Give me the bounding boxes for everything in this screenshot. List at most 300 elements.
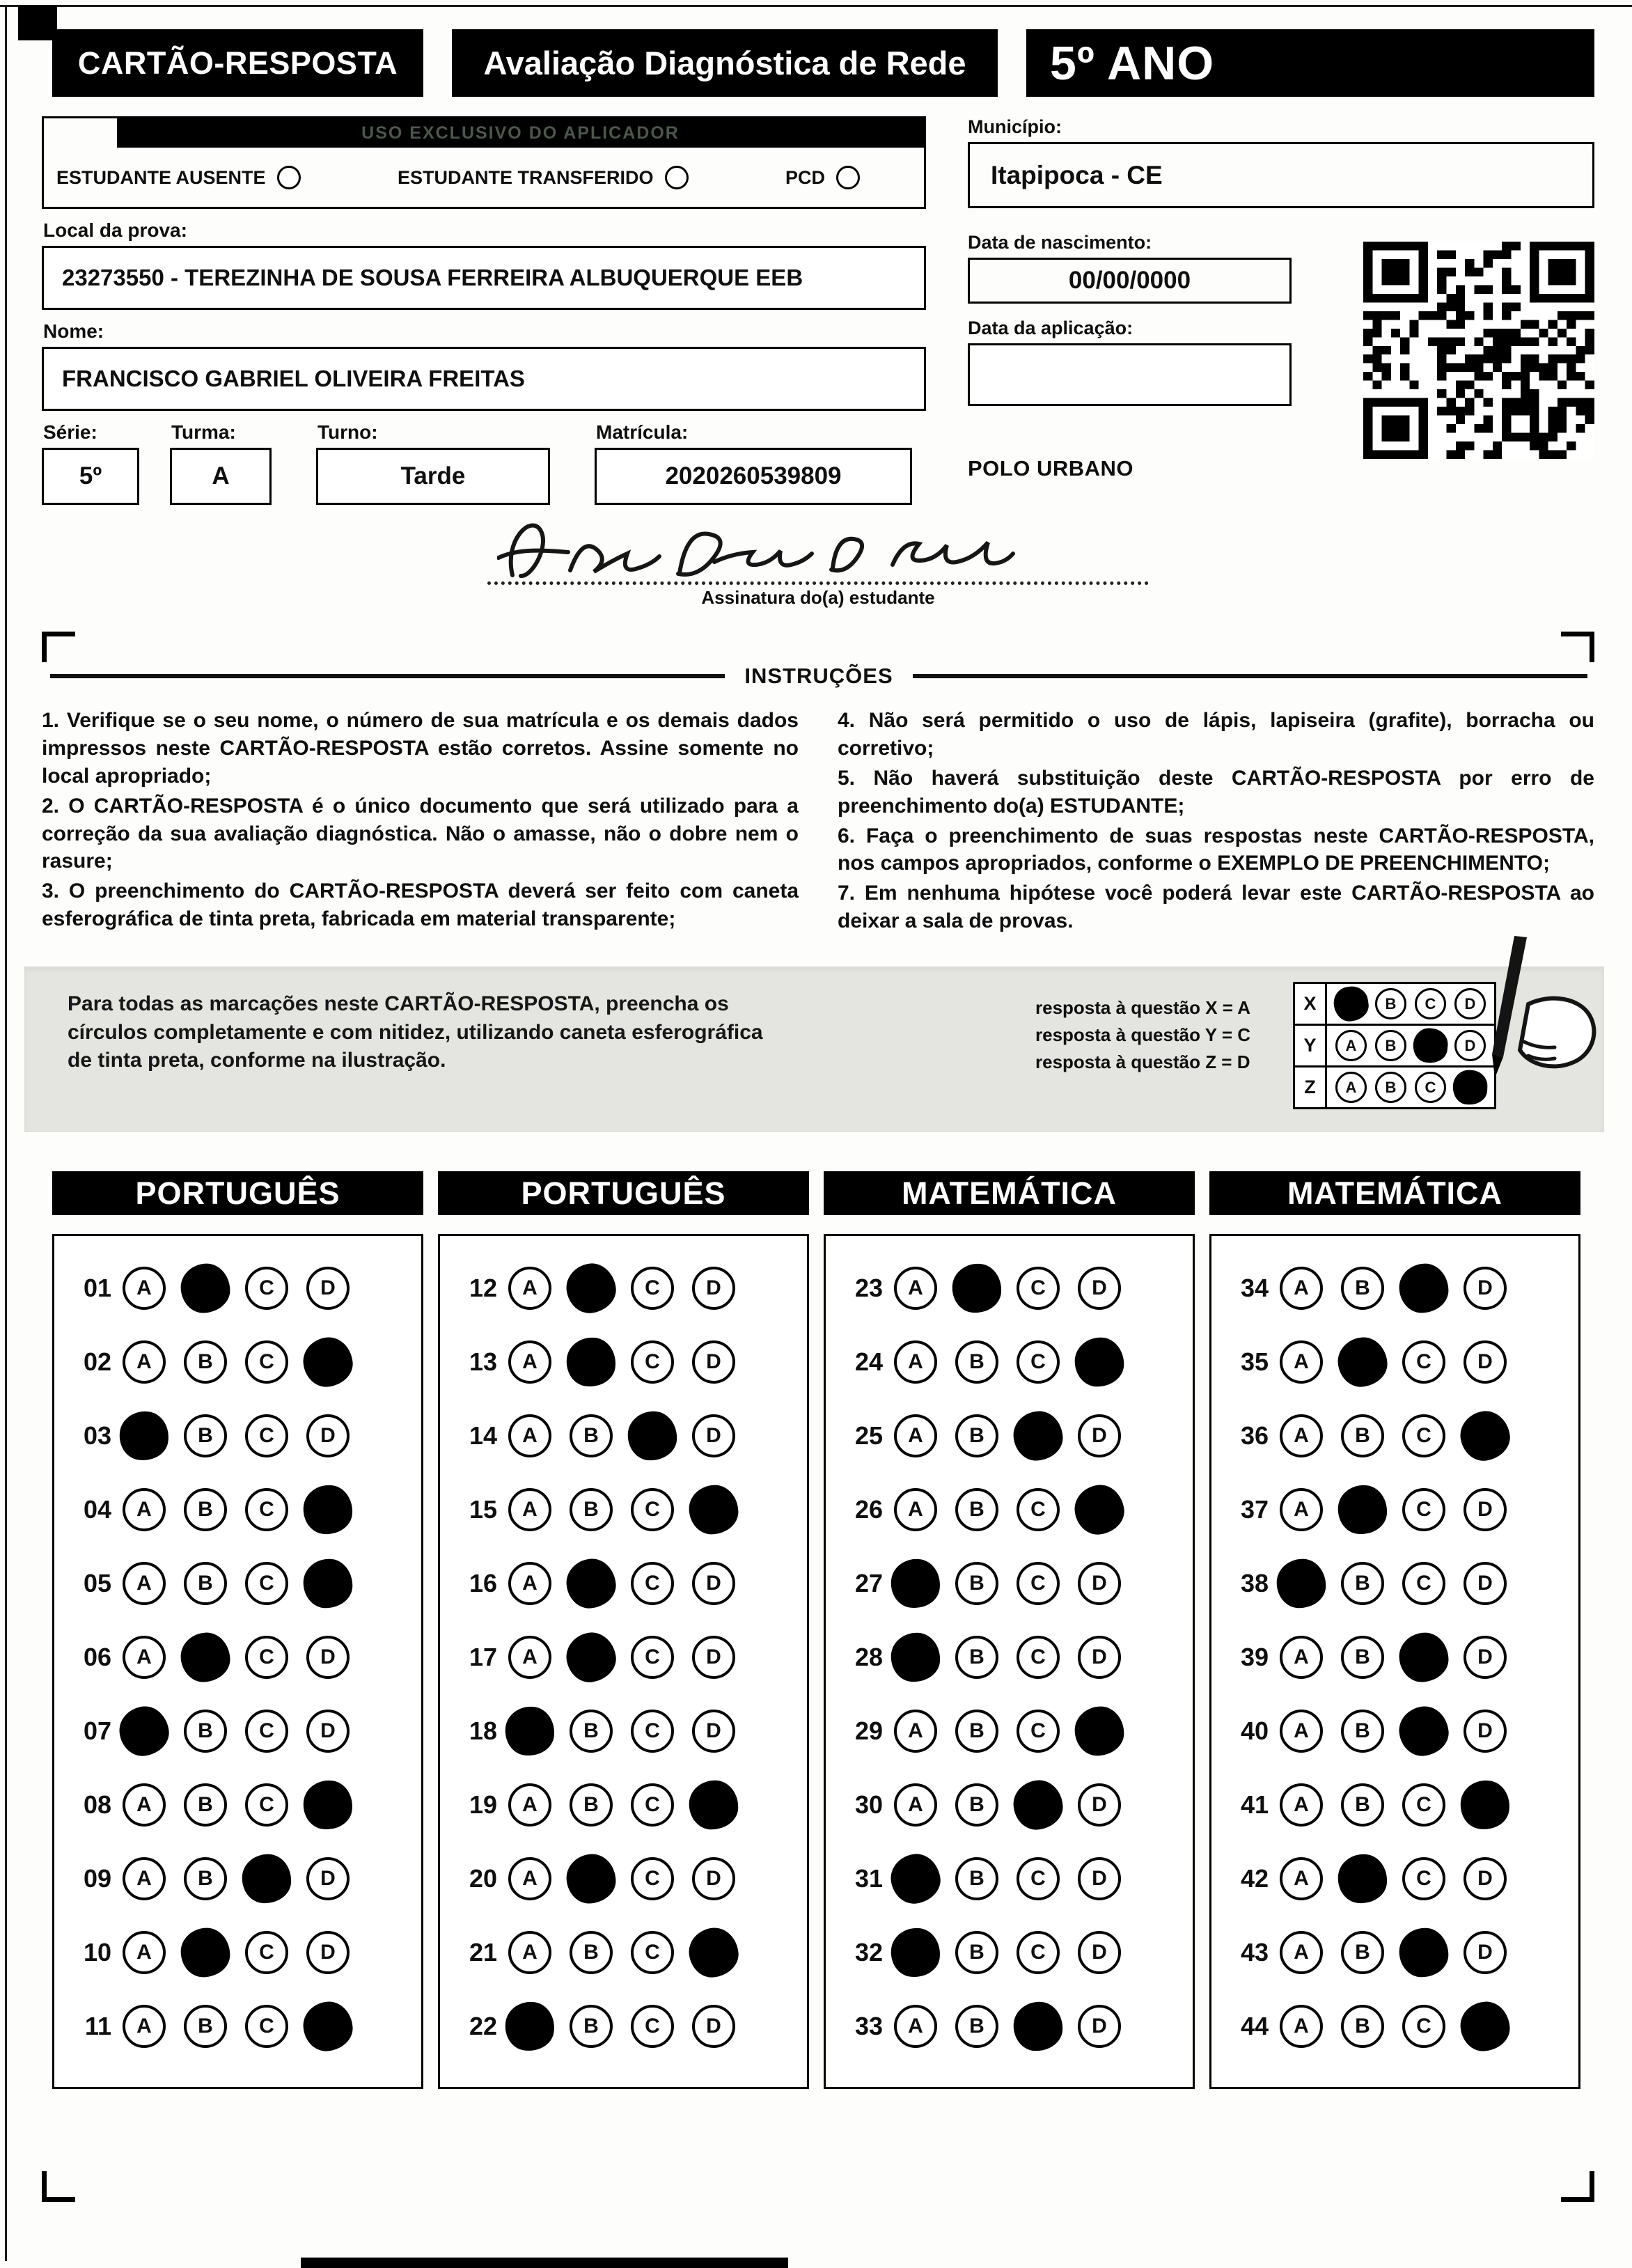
answer-section (824, 1171, 1195, 2089)
answer-bubble: B (1375, 988, 1406, 1019)
filled-bubble (565, 1557, 618, 1611)
answer-bubble: B (1341, 1710, 1384, 1753)
answer-bubble: B (184, 1710, 227, 1753)
question-number: 43 (1240, 1938, 1269, 1967)
answer-bubble: C (631, 1267, 674, 1310)
question-number: 02 (83, 1347, 111, 1377)
answer-bubble: D (692, 1340, 735, 1384)
question-row (837, 1768, 1193, 1842)
answer-bubble: A (123, 1857, 166, 1900)
answer-bubble: C (245, 1783, 288, 1827)
filled-bubble (686, 1925, 741, 1980)
filled-bubble (565, 1854, 616, 1905)
status-circle-icon (665, 166, 689, 189)
answer-bubble: A (894, 1488, 937, 1531)
question-number: 40 (1240, 1716, 1269, 1746)
municipio-label: Município: (968, 116, 1062, 137)
answer-bubble: C (1017, 1710, 1060, 1753)
serie-label: Série: (43, 421, 97, 443)
turma-label: Turma: (171, 421, 236, 443)
question-number: 30 (854, 1790, 883, 1820)
instructions-title: INSTRUÇÕES (744, 664, 893, 688)
question-row (1223, 1694, 1578, 1768)
answer-bubble: B (184, 1783, 227, 1827)
answer-bubble: D (692, 1267, 735, 1310)
turno-field (316, 412, 550, 505)
question-number: 28 (854, 1643, 883, 1672)
answer-bubble: B (955, 1931, 998, 1974)
answer-bubble: A (123, 1783, 166, 1827)
answer-bubble: A (508, 1414, 551, 1457)
aplicacao-label: Data da aplicação: (968, 318, 1133, 338)
question-number: 01 (83, 1274, 111, 1303)
question-row (451, 1620, 807, 1694)
question-row (1223, 1620, 1578, 1694)
filled-bubble (503, 1704, 557, 1758)
section-title: PORTUGUÊS (52, 1171, 423, 1215)
answer-bubble: C (245, 1488, 288, 1531)
answer-bubble: B (1375, 1072, 1406, 1103)
example-row-label: Y (1295, 1026, 1327, 1065)
filled-bubble (1012, 1410, 1064, 1462)
answer-bubble: D (306, 1267, 350, 1310)
answer-bubble: C (1017, 1488, 1060, 1531)
answer-bubble: C (631, 1710, 674, 1753)
nome-label: Nome: (43, 320, 104, 342)
instructions-columns (42, 707, 1594, 937)
answer-bubble: B (955, 2005, 998, 2048)
answer-bubble: B (184, 1857, 227, 1900)
answer-bubble: A (123, 1340, 166, 1384)
answer-section (438, 1171, 809, 2089)
question-row (65, 1694, 421, 1768)
question-row (451, 1989, 807, 2063)
title-rule-right (913, 674, 1587, 678)
answer-bubble: B (1341, 2005, 1384, 2048)
question-row (65, 1842, 421, 1916)
answer-bubble: B (955, 1710, 998, 1753)
question-row (837, 1620, 1193, 1694)
question-row (837, 1325, 1193, 1399)
answer-bubble: C (631, 1488, 674, 1531)
filled-bubble (181, 1928, 230, 1978)
answer-bubble: A (1280, 1414, 1323, 1457)
question-number: 20 (469, 1864, 497, 1893)
question-row (1223, 1916, 1578, 1989)
filled-bubble (564, 1335, 619, 1390)
answer-bubble: C (1415, 988, 1446, 1019)
answer-bubble: C (631, 1857, 674, 1900)
answer-bubble: C (1402, 2005, 1445, 2048)
frame-corner-bottomright (1561, 2171, 1594, 2202)
answer-bubble: A (508, 1488, 551, 1531)
question-number: 41 (1240, 1790, 1269, 1820)
question-row (837, 1694, 1193, 1768)
question-number: 08 (83, 1790, 111, 1820)
nome-value: FRANCISCO GABRIEL OLIVEIRA FREITAS (42, 347, 926, 411)
answer-bubble: C (245, 1267, 288, 1310)
answer-bubble: D (1078, 1562, 1121, 1605)
answer-bubble: A (123, 1562, 166, 1605)
answer-bubble: B (570, 1931, 613, 1974)
answer-bubble: D (1078, 1414, 1121, 1457)
answer-bubble: D (692, 1857, 735, 1900)
filled-bubble (1398, 1632, 1449, 1683)
answer-bubble: A (123, 2005, 166, 2048)
answer-bubble: C (631, 1340, 674, 1384)
qr-code (1363, 242, 1594, 459)
instructions-col-right (838, 707, 1594, 937)
filled-bubble (627, 1410, 678, 1462)
answer-bubble: A (894, 1710, 937, 1753)
answer-bubble: A (894, 2005, 937, 2048)
filled-bubble (240, 1852, 292, 1905)
answer-bubble: D (692, 1562, 735, 1605)
aplicador-bar: USO EXCLUSIVO DO APLICADOR (117, 118, 924, 148)
question-number: 29 (854, 1716, 883, 1746)
question-row (65, 1916, 421, 1989)
question-number: 32 (854, 1938, 883, 1967)
question-number: 15 (469, 1495, 497, 1524)
filled-bubble (303, 1558, 353, 1609)
answer-bubble: A (1280, 1636, 1323, 1679)
question-row (451, 1768, 807, 1842)
filled-bubble (950, 1262, 1004, 1315)
filled-bubble (1012, 2001, 1064, 2052)
instruction-item: 2. O CARTÃO-RESPOSTA é o único documento que será utilizado para a correção da sua avaliação diagnóstica. Não o amasse, não o dobre nem o rasure; (42, 794, 799, 873)
fill-example-strip (24, 967, 1604, 1132)
title-rule-left (50, 674, 725, 678)
answer-bubble: B (955, 1340, 998, 1384)
status-options-row (44, 148, 924, 208)
filled-bubble (563, 1260, 619, 1316)
question-row (451, 1251, 807, 1325)
question-number: 21 (469, 1938, 497, 1967)
question-number: 05 (83, 1569, 111, 1598)
filled-bubble (1336, 1336, 1390, 1389)
answer-bubble: D (1464, 1562, 1507, 1605)
registration-mark-bottom (301, 2258, 788, 2268)
answer-bubble: A (1280, 1857, 1323, 1900)
question-number: 10 (83, 1938, 111, 1967)
card-title: CARTÃO-RESPOSTA (52, 29, 423, 97)
answer-bubble: C (1017, 1267, 1060, 1310)
instruction-item: 1. Verifique se o seu nome, o número de sua matrícula e os demais dados impressos neste CARTÃO-RESPOSTA estão corretos. Assine somente no local apropriado; (42, 709, 799, 788)
example-row-label: X (1295, 984, 1327, 1024)
question-row (1223, 1547, 1578, 1620)
question-number: 22 (469, 2012, 497, 2041)
serie-turma-row (42, 412, 926, 505)
answer-bubble: B (570, 1783, 613, 1827)
answer-bubble: B (955, 1488, 998, 1531)
filled-bubble (1459, 2001, 1511, 2052)
section-title: MATEMÁTICA (824, 1171, 1195, 1215)
answer-bubble: A (508, 1783, 551, 1827)
signature-area (487, 513, 1149, 619)
polo-label: POLO URBANO (968, 456, 1133, 480)
question-row (451, 1916, 807, 1989)
question-number: 36 (1240, 1421, 1269, 1450)
question-row (1223, 1325, 1578, 1399)
filled-bubble (180, 1263, 230, 1314)
answer-bubble: C (631, 1783, 674, 1827)
answer-grid (824, 1234, 1195, 2089)
answer-bubble: A (1280, 1710, 1323, 1753)
answer-sections (52, 1171, 1580, 2089)
answer-bubble: D (1078, 1783, 1121, 1827)
answer-bubble: B (955, 1414, 998, 1457)
student-data-form (42, 116, 1594, 505)
answer-bubble: D (692, 1636, 735, 1679)
answer-bubble: D (1078, 1267, 1121, 1310)
answer-bubble: C (1017, 1931, 1060, 1974)
section-title: PORTUGUÊS (438, 1171, 809, 1215)
serie-field (42, 412, 139, 505)
answer-bubble: A (1280, 1783, 1323, 1827)
example-legend-line-x: resposta à questão X = A (1035, 997, 1250, 1019)
answer-bubble: D (1464, 1710, 1507, 1753)
filled-bubble (1072, 1483, 1127, 1538)
status-circle-icon (277, 166, 301, 189)
question-row (65, 1547, 421, 1620)
question-row (837, 1989, 1193, 2063)
status-circle-icon (836, 166, 860, 189)
answer-bubble: B (184, 1488, 227, 1531)
filled-bubble (1457, 1408, 1514, 1464)
answer-bubble: B (1375, 1030, 1406, 1061)
answer-bubble: D (1464, 1636, 1507, 1679)
answer-bubble: D (1454, 988, 1486, 1019)
frame-corner-topleft (42, 632, 75, 662)
nascimento-label: Data de nascimento: (968, 232, 1152, 253)
filled-bubble (563, 1629, 620, 1686)
answer-bubble: C (1402, 1783, 1445, 1827)
filled-bubble (1397, 1704, 1451, 1758)
question-row (1223, 1768, 1578, 1842)
answer-bubble: B (1341, 1783, 1384, 1827)
signature-dotted-line (487, 581, 1149, 585)
answer-bubble: C (631, 2005, 674, 2048)
form-left-column (42, 116, 926, 505)
answer-bubble: C (1402, 1562, 1445, 1605)
answer-bubble: D (1078, 1931, 1121, 1974)
filled-bubble (888, 1851, 943, 1907)
answer-bubble: D (1464, 1857, 1507, 1900)
question-number: 37 (1240, 1495, 1269, 1524)
answer-bubble: B (184, 1562, 227, 1605)
answer-bubble: D (1454, 1030, 1486, 1061)
answer-bubble: A (123, 1488, 166, 1531)
filled-bubble (1335, 1483, 1390, 1537)
answer-bubble: D (1078, 1857, 1121, 1900)
question-number: 12 (469, 1274, 497, 1303)
filled-bubble (1012, 1778, 1064, 1831)
answer-bubble: A (1335, 1072, 1367, 1103)
answer-bubble: C (1017, 1340, 1060, 1384)
answer-bubble: B (570, 2005, 613, 2048)
question-number: 35 (1240, 1347, 1269, 1377)
answer-section (52, 1171, 423, 2089)
frame-corner-topright (1561, 632, 1594, 662)
local-prova-value: 23273550 - TEREZINHA DE SOUSA FERREIRA ALBUQUERQUE EEB (42, 246, 926, 310)
question-row (837, 1547, 1193, 1620)
answer-bubble: C (245, 1340, 288, 1384)
instruction-item: 6. Faça o preenchimento de suas respostas neste CARTÃO-RESPOSTA, nos campos apropriados, conforme o EXEMPLO DE PREENCHIMENTO; (838, 824, 1594, 875)
answer-bubble: A (1280, 1931, 1323, 1974)
answer-bubble: C (631, 1636, 674, 1679)
answer-bubble: C (1402, 1340, 1445, 1384)
answer-bubble: A (1335, 1030, 1367, 1061)
answer-bubble: D (1464, 1931, 1507, 1974)
matricula-value: 2020260539809 (595, 448, 912, 505)
question-row (451, 1842, 807, 1916)
turma-value: A (170, 448, 272, 505)
answer-bubble: D (306, 1636, 350, 1679)
filled-bubble (1075, 1707, 1124, 1756)
filled-bubble (689, 1485, 739, 1535)
answer-bubble: A (508, 1931, 551, 1974)
filled-bubble (1074, 1337, 1124, 1387)
question-number: 26 (854, 1495, 883, 1524)
question-number: 09 (83, 1864, 111, 1893)
answer-bubble: A (894, 1340, 937, 1384)
form-right-column (968, 116, 1594, 505)
answer-bubble: B (570, 1488, 613, 1531)
aplicacao-value (968, 343, 1292, 406)
answer-bubble: B (955, 1636, 998, 1679)
answer-bubble: D (692, 2005, 735, 2048)
status-option (56, 166, 301, 189)
answer-bubble: D (1078, 1636, 1121, 1679)
answer-bubble: C (245, 1710, 288, 1753)
matricula-field (595, 412, 912, 505)
nascimento-value: 00/00/0000 (968, 258, 1292, 304)
answer-bubble: C (1402, 1857, 1445, 1900)
filled-bubble (116, 1408, 173, 1464)
section-title: MATEMÁTICA (1209, 1171, 1580, 1215)
example-legend-line-z: resposta à questão Z = D (1035, 1051, 1250, 1073)
question-row (1223, 1842, 1578, 1916)
answer-bubble: A (508, 1857, 551, 1900)
answer-bubble: B (1341, 1931, 1384, 1974)
question-row (451, 1473, 807, 1547)
answer-bubble: B (1341, 1562, 1384, 1605)
question-row (65, 1620, 421, 1694)
grade-label: 5º ANO (1026, 29, 1594, 97)
answer-bubble: B (1341, 1636, 1384, 1679)
filled-bubble (300, 1777, 356, 1833)
exam-title: Avaliação Diagnóstica de Rede (452, 29, 998, 97)
answer-bubble: C (1017, 1636, 1060, 1679)
filled-bubble (301, 2000, 354, 2052)
filled-bubble (1276, 1558, 1326, 1609)
body-frame (0, 632, 1632, 2206)
status-option-label: ESTUDANTE AUSENTE (56, 166, 266, 188)
signature-caption: Assinatura do(a) estudante (701, 587, 935, 608)
answer-bubble: C (1415, 1072, 1446, 1103)
frame-corner-bottomleft (42, 2171, 75, 2202)
question-row (451, 1325, 807, 1399)
answer-bubble: D (1464, 1488, 1507, 1531)
status-option-label: ESTUDANTE TRANSFERIDO (398, 166, 654, 188)
answer-bubble: D (1464, 1340, 1507, 1384)
question-number: 19 (469, 1790, 497, 1820)
question-number: 06 (83, 1643, 111, 1672)
filled-bubble (301, 1335, 355, 1389)
answer-bubble: B (955, 1857, 998, 1900)
question-number: 17 (469, 1643, 497, 1672)
question-number: 44 (1240, 2012, 1269, 2041)
question-row (1223, 1989, 1578, 2063)
question-row (65, 1399, 421, 1473)
status-option (398, 166, 689, 189)
instruction-item: 7. Em nenhuma hipótese você poderá levar este CARTÃO-RESPOSTA ao deixar a sala de provas. (838, 882, 1594, 933)
answer-bubble: A (894, 1414, 937, 1457)
turma-field (170, 412, 272, 505)
answer-bubble: D (1078, 2005, 1121, 2048)
answer-bubble: A (894, 1267, 937, 1310)
answer-bubble: D (306, 1710, 350, 1753)
question-row (65, 1768, 421, 1842)
filled-bubble (1336, 1852, 1390, 1906)
example-row-label: Z (1295, 1067, 1327, 1107)
question-number: 16 (469, 1569, 497, 1598)
answer-bubble: A (123, 1931, 166, 1974)
question-row (65, 1251, 421, 1325)
question-row (65, 1473, 421, 1547)
instruction-item: 5. Não haverá substituição deste CARTÃO-RESPOSTA por erro de preenchimento do(a) ESTUDANTE; (838, 766, 1594, 818)
answer-bubble: A (1280, 1267, 1323, 1310)
answer-bubble: C (245, 1414, 288, 1457)
filled-bubble (889, 1631, 941, 1683)
answer-bubble: D (306, 1931, 350, 1974)
question-row (837, 1473, 1193, 1547)
question-number: 39 (1240, 1643, 1269, 1672)
answer-bubble: A (894, 1783, 937, 1827)
question-number: 18 (469, 1716, 497, 1746)
question-row (1223, 1251, 1578, 1325)
instruction-item: 4. Não será permitido o uso de lápis, lapiseira (grafite), borracha ou corretivo; (838, 709, 1594, 760)
question-number: 07 (83, 1716, 111, 1746)
answer-bubble: B (955, 1562, 998, 1605)
answer-grid (438, 1234, 809, 2089)
question-number: 27 (854, 1569, 883, 1598)
answer-bubble: B (1341, 1267, 1384, 1310)
answer-bubble: A (508, 1267, 551, 1310)
header (52, 29, 1594, 97)
filled-bubble (117, 1704, 172, 1759)
question-row (837, 1916, 1193, 1989)
student-signature-handwriting (497, 509, 1124, 593)
question-row (451, 1694, 807, 1768)
question-number: 38 (1240, 1569, 1269, 1598)
question-number: 25 (854, 1421, 883, 1450)
filled-bubble (1399, 1927, 1449, 1978)
question-row (837, 1399, 1193, 1473)
serie-value: 5º (42, 448, 139, 505)
example-text: Para todas as marcações neste CARTÃO-RESPOSTA, preencha os círculos completamente e com nitidez, utilizando caneta esferográfica de tinta preta, conforme na ilustração. (68, 992, 763, 1072)
answer-bubble: A (508, 1340, 551, 1384)
answer-bubble: A (1280, 2005, 1323, 2048)
filled-bubble (180, 1632, 231, 1683)
example-legend (1035, 994, 1250, 1076)
answer-bubble: C (1017, 1857, 1060, 1900)
answer-bubble: D (1464, 1267, 1507, 1310)
matricula-label: Matrícula: (596, 421, 689, 443)
question-number: 33 (854, 2012, 883, 2041)
answer-bubble: C (1402, 1414, 1445, 1457)
answer-bubble: B (570, 1414, 613, 1457)
